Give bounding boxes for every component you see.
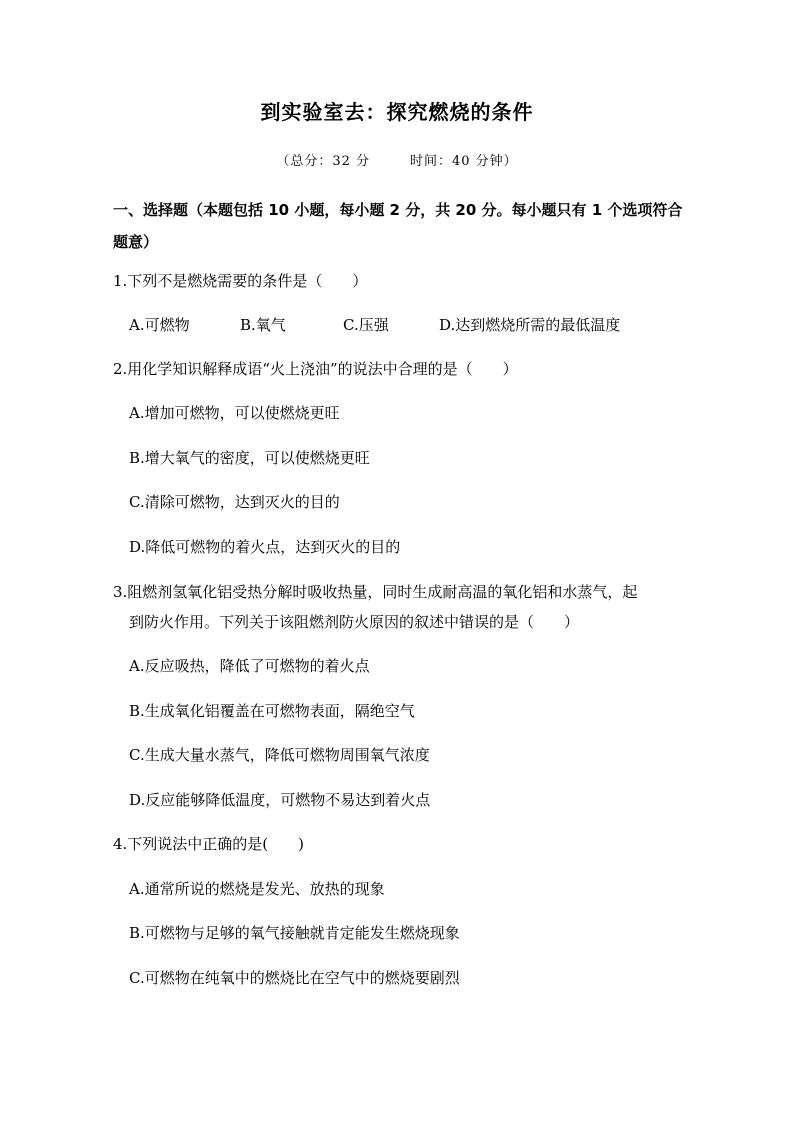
total-score: （总分：32 分 (276, 154, 370, 169)
q1-option-a: A.可燃物 (129, 316, 190, 334)
q4-option-b: B.可燃物与足够的氧气接触就肯定能发生燃烧现象 (129, 924, 460, 942)
question-3-stem-line1: 3.阻燃剂氢氧化铝受热分解时吸收热量，同时生成耐高温的氧化铝和水蒸气，起 (113, 583, 638, 601)
q2-option-a: A.增加可燃物，可以使燃烧更旺 (129, 404, 340, 422)
q4-option-c: C.可燃物在纯氧中的燃烧比在空气中的燃烧要剧烈 (129, 969, 460, 987)
q3-option-b: B.生成氧化铝覆盖在可燃物表面，隔绝空气 (129, 702, 415, 720)
q2-option-d: D.降低可燃物的着火点，达到灭火的目的 (129, 538, 401, 556)
question-4-stem: 4.下列说法中正确的是( ) (113, 835, 305, 853)
question-2-stem: 2.用化学知识解释成语“火上浇油”的说法中合理的是（ ） (113, 360, 518, 378)
q3-option-c: C.生成大量水蒸气，降低可燃物周围氧气浓度 (129, 746, 430, 764)
q1-option-c: C.压强 (343, 316, 389, 334)
exam-meta (0, 150, 794, 169)
q2-option-c: C.清除可燃物，达到灭火的目的 (129, 493, 340, 511)
q3-option-a: A.反应吸热，降低了可燃物的着火点 (129, 657, 370, 675)
page-title: 到实验室去：探究燃烧的条件 (260, 100, 534, 124)
q1-option-b: B.氧气 (240, 316, 286, 334)
question-1-stem: 1.下列不是燃烧需要的条件是（ ） (113, 272, 368, 290)
question-3-stem-line2: 到防火作用。下列关于该阻燃剂防火原因的叙述中错误的是（ ） (129, 613, 580, 631)
q3-option-d: D.反应能够降低温度，可燃物不易达到着火点 (129, 791, 431, 809)
section-heading: 一、选择题（本题包括 10 小题，每小题 2 分，共 20 分。每小题只有 1 个选项符合题意） (113, 201, 683, 251)
q1-option-d: D.达到燃烧所需的最低温度 (439, 316, 621, 334)
time-limit: 时间：40 分钟） (410, 154, 518, 169)
q2-option-b: B.增大氧气的密度，可以使燃烧更旺 (129, 449, 370, 467)
q4-option-a: A.通常所说的燃烧是发光、放热的现象 (129, 880, 385, 898)
